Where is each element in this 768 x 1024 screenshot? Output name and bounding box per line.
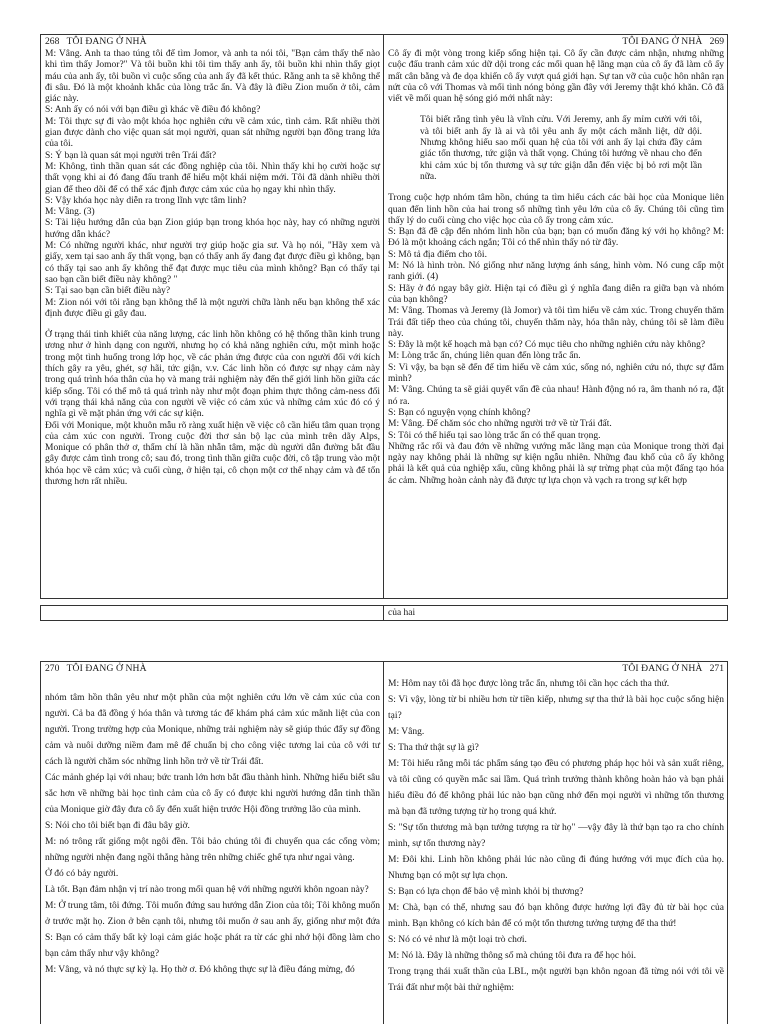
strip-left <box>41 606 384 620</box>
block-quote: Tôi biết rằng tình yêu là vĩnh cửu. Với Jeremy, anh ấy mỉm cười với tôi, và tôi biết anh ấy là ai và tôi yêu anh ấy một cách mãnh liệt, dữ dội. Nhưng không hiểu sao mối quan hệ của tôi với anh ấy lại chứa đầy cảm giác tổn thương, tức giận và thất vọng. Chúng tôi hướng về nhau cho đến khi cảm xúc bị tổn thương và sự tức giận dẫn đến việc bị bỏ rơi một lần nữa. <box>420 115 702 182</box>
body-paragraph: M: Vâng, và nó thực sự kỳ lạ. Họ thờ ơ. Đó không thực sự là điều đáng mừng, đó <box>45 965 355 975</box>
body-paragraph: nhóm tâm hồn thân yêu như một phần của một nghiên cứu lớn về cảm xúc của con người. Cả ba đã đồng ý hóa thân và tương tác để khám phá cảm xúc mãnh liệt của con người. Trong trường hợp của Monique, những trải nghiệm này sẽ giúp thúc đẩy sự đồng cảm và nuôi dưỡng niềm đam mê để chuẩn bị cho công việc tương lai của cô với tư cách là người chăm sóc những linh hồn trở về từ Trái đất. <box>45 693 380 767</box>
strip-right: của hai <box>388 608 416 618</box>
body-paragraph: M: Đôi khi. Linh hồn không phải lúc nào cũng đi đúng hướng với mục đích của họ. Nhưng bạn có một sự lựa chọn. <box>388 855 724 881</box>
body-paragraph: S: Bạn đã đề cập đến nhóm linh hồn của bạn; bạn có muốn đăng ký với họ không? M: Đó là một khoảng cách ngắn; Tôi có thể nhìn thấy nó từ đây. <box>388 227 724 249</box>
body-paragraph: S: Vì vậy, ba bạn sẽ đến để tìm hiểu về cảm xúc, sống nó, nghiên cứu nó, thực sự đắm mình? <box>388 362 724 385</box>
body-paragraph: M: Zion nói với tôi rằng bạn không thể là một người chữa lành nếu bạn không thể xác định được điều gì gây đau. <box>45 297 380 319</box>
paragraph-gap <box>45 320 380 330</box>
running-header <box>388 35 724 49</box>
body-paragraph: Trong trạng thái xuất thần của LBL, một người bạn khôn ngoan đã từng nói với tôi về Trái đất như một bài thử nghiệm: <box>388 967 724 993</box>
page-268 <box>41 35 384 598</box>
body-paragraph: Ở đó có bảy người. <box>45 869 119 879</box>
book-spread-bottom <box>40 661 728 1024</box>
body-paragraph: S: Nó có vẻ như là một loại trò chơi. <box>388 935 527 945</box>
body-paragraph: M: Hôm nay tôi đã học được lòng trắc ẩn, nhưng tôi cần học cách tha thứ. <box>388 679 670 689</box>
paragraph-gap <box>388 105 724 115</box>
continuation-strip <box>40 605 728 621</box>
body-paragraph: M: Nó là hình tròn. Nó giống như năng lượng ánh sáng, hình vòm. Nó cung cấp một ranh giới. (4) <box>388 261 724 283</box>
running-header <box>45 662 380 676</box>
running-header-left <box>45 35 147 49</box>
page-271 <box>384 662 727 1024</box>
running-header-left <box>45 662 147 676</box>
page-body <box>45 676 380 978</box>
body-paragraph: Trong cuộc hợp nhóm tâm hồn, chúng ta tìm hiểu cách các bài học của Monique liên quan đến linh hồn của hai trong số những tình yêu lớn của cô ấy. Chúng tôi cũng tìm thấy lý do cuối cùng cho việc học của cô ấy trong cảm xúc. <box>388 193 724 226</box>
header-title: TÔI ĐANG Ở NHÀ <box>622 36 703 47</box>
body-paragraph: S: Ý bạn là quan sát mọi người trên Trái đất? <box>45 150 217 161</box>
book-spread-top <box>40 34 728 599</box>
paragraph-gap <box>388 183 724 193</box>
body-paragraph: M: Vâng. Thomas và Jeremy (là Jomor) và tôi tìm hiểu về cảm xúc. Trong chuyến thăm Trái đất tiếp theo của chúng tôi, chuyến thăm này, hóa thân này, chúng tôi sẽ làm điều này. <box>388 306 724 339</box>
body-paragraph: M: Nó là. Đây là những thông số mà chúng tôi đưa ra để học hỏi. <box>388 951 637 961</box>
body-paragraph: M: Vâng. Anh ta thao túng tôi để tìm Jomor, và anh ta nói tôi, "Bạn cảm thấy thế nào khi tìm thấy Jomor?" Và tôi buồn khi tôi tìm thấy anh ấy, tôi buồn khi nhìn thấy giọt máu của anh ấy, tôi buồn vì cuộc sống của anh ấy đã kết thúc. Rằng anh ta sẽ không thể đi sâu. Đó là một khoảnh khắc của lòng trắc ẩn. Và đây là điều Zion muốn ở tôi, cảm giác này. <box>45 49 380 105</box>
body-paragraph: M: Vâng. Chúng ta sẽ giải quyết vấn đề của nhau! Hành động nó ra, âm thanh nó ra, đặt nó ra. <box>388 385 724 407</box>
body-paragraph: S: Hãy ở đó ngay bây giờ. Hiện tại có điều gì ý nghĩa đang diễn ra giữa bạn và nhóm của bạn không? <box>388 283 724 305</box>
body-paragraph: S: Bạn có nguyện vọng chính không? <box>388 407 531 418</box>
body-paragraph: M: Không, tình thần quan sát các đồng nghiệp của tôi. Nhìn thấy khi họ cười hoặc sự thất vọng khi ai đó đang đấu tranh để hiểu một khái niệm mới. Tôi đã dành nhiều thời gian để theo dõi để có thể xác định được cảm xúc của họ ngay khi nhìn thấy. <box>45 161 380 195</box>
header-title: TÔI ĐANG Ở NHÀ <box>66 36 147 47</box>
body-paragraph: M: Lòng trắc ẩn, chúng liên quan đến lòng trắc ẩn. <box>388 351 581 362</box>
body-paragraph: M: Vâng. Để chăm sóc cho những người trở về từ Trái đất. <box>388 419 612 430</box>
page-number: 268 <box>45 36 60 47</box>
running-header-right <box>622 35 724 49</box>
running-header <box>388 662 724 676</box>
body-paragraph: M: Có những người khác, như người trợ giúp hoặc gia sư. Và họ nói, "Hãy xem và giấy, xem tại sao anh ấy thất vọng, bạn có thấy anh ấy đang đạt được điều gì không, bạn có thấy tại sao anh ấy không thể đạt được mục tiêu của mình không? Bạn có thấy tại sao bạn cần biết điều này không? " <box>45 241 380 285</box>
body-paragraph: Cô ấy đi một vòng trong kiếp sống hiện tại. Cô ấy cần được cảm nhận, nhưng những cuộc đấu tranh cảm xúc dữ dội trong các mối quan hệ lãng mạn của cô ấy đã làm cô ấy mất cân bằng và đe dọa khiến cô ấy vượt quá giới hạn. Sự tan vỡ của cuộc hôn nhân rạn nứt của cô với Thomas và mối tình nóng bỏng gần đây với Jeremy thật khó khăn. Cô đã viết về mối quan hệ sóng gió mới nhất này: <box>388 49 724 105</box>
body-paragraph: Những rắc rối và đau đớn về những vướng mắc lãng mạn của Monique trong thời đại ngày nay không phải là những sự kiện ngẫu nhiên. Những đau khổ của cô ấy không phải là kết quả của nghiệp xấu, cũng không phải là sự trừng phạt của một đấng tạo hóa ác cảm. Những hoàn cảnh này đã được tự lựa chọn và vạch ra trong sự kết hợp <box>388 441 724 486</box>
page-body <box>388 49 724 487</box>
page-269 <box>384 35 727 598</box>
running-header <box>45 35 380 49</box>
body-paragraph: S: Bạn có lựa chọn để bảo vệ mình khỏi bị thương? <box>388 887 584 897</box>
body-paragraph: Ở trạng thái tinh khiết của năng lượng, các linh hồn không có hệ thống thần kinh trung ương như ở hình dạng con người, nhưng họ có khả năng nghiên cứu, một mình hoặc trong một tình huống trong lớp học, về các phản ứng được của con người đối với kích thích gây ra yêu, ghét, sợ hãi, tức giận, v.v. Các linh hồn có được sự nhạy cảm này trong quá trình hóa thân của họ và mang trải nghiệm này đến thế giới linh hồn giữa các kiếp sống. Tôi có thể mô tả quá trình này như một đoạn phim thực thông cảm-ness đối với trạng thái khả năng của con người về việc có cảm xúc và những cảm xúc đó có ý nghĩa gì về mặt phản ứng với các sự kiện. <box>45 330 380 420</box>
body-paragraph: Đối với Monique, một khuôn mẫu rõ ràng xuất hiện về việc cô cần hiểu tâm quan trọng của cảm xúc con người. Trong cuộc đời thơ sản bộ lạc của mình trên dãy Alps, Monique có phân thở ơ, thẩm chí là hần nhẫn tâm, mặc dù người dẫn đường bắt đầu gây được cảm tình trong cô; sau đó, trong tình thần giữa cuộc đời, cô tập trung vào một khóa học về cảm xúc; và cuối cùng, ở hiện tại, cô chọn một cơ thể nhạy cảm và để tổn thương hơn rất nhiều. <box>45 420 380 487</box>
body-paragraph: M: Tôi thực sự đi vào một khóa học nghiên cứu về cảm xúc, tình cảm. Rất nhiều thời gian được dành cho việc quan sát mọi người, quan sát những người bạn đồng trang lứa của tôi. <box>45 116 380 150</box>
running-header-right <box>622 662 724 676</box>
body-paragraph: S: Tha thứ thật sự là gì? <box>388 743 479 753</box>
body-paragraph: Là tốt. Bạn đảm nhận vị trí nào trong mối quan hệ với những người khôn ngoan này? <box>45 885 369 895</box>
body-paragraph: M: Ở trung tâm, tôi đứng. Tôi muốn đứng sau hướng dẫn Zion của tôi; Tôi không muốn ở trước mặt họ. Zion ở bên cạnh tôi, nhưng tôi muốn ở sau anh ấy, giống như một đứa S: Bạn có cảm thấy bất kỳ loại cảm giác hoặc phát ra từ các ghi nhớ hội đồng làm cho bạn cảm thấy như vậy không? <box>45 901 380 959</box>
header-title: TÔI ĐANG Ở NHÀ <box>622 663 703 674</box>
body-paragraph: M: Chà, bạn có thể, nhưng sau đó bạn không được hưởng lợi đầy đủ từ bài học của mình. Bạn không có kích bản để có một tổn thương tưởng tượng để tha thứ! <box>388 903 724 929</box>
body-paragraph: S: Tại sao bạn cần biết điều này? <box>45 286 171 297</box>
page-body <box>388 676 724 996</box>
page-270 <box>41 662 384 1024</box>
body-paragraph: S: Tài liệu hướng dẫn của bạn Zion giúp bạn trong khóa học này, hay có những người hướng dẫn khác? <box>45 218 380 240</box>
page-number: 269 <box>709 36 724 47</box>
body-paragraph: M: Vâng. <box>388 727 425 737</box>
body-paragraph: S: Đây là một kế hoạch mà bạn có? Có mục tiêu cho những nghiên cứu này không? <box>388 340 706 351</box>
body-paragraph: S: Vì vậy, lòng từ bi nhiều hơn từ tiền kiếp, nhưng sự tha thứ là bài học cuộc sống hiện tại? <box>388 695 724 721</box>
body-paragraph: S: Nói cho tôi biết bạn đi đâu bây giờ. <box>45 821 190 831</box>
body-paragraph: S: Anh ấy có nói với bạn điều gì khác về điều đó không? <box>45 105 261 116</box>
body-paragraph: M: Vâng. (3) <box>45 207 95 218</box>
body-paragraph: S: Mô tả địa điểm cho tôi. <box>388 249 487 260</box>
body-paragraph: M: Tôi hiểu rằng mỗi tác phẩm sáng tạo đều có phương pháp học hỏi và sản xuất riêng, và tôi cũng có quyền mắc sai lầm. Quá trình trưởng thành không hoàn hảo và bạn phải hiểu điều đó để không phải lúc nào bạn cũng nhớ đến mọi người vì những tổn thương mà bạn đã tưởng tượng từ họ trong quá khứ. <box>388 759 724 817</box>
page-number: 271 <box>709 663 724 674</box>
header-title: TÔI ĐANG Ở NHÀ <box>66 663 147 674</box>
page-body <box>45 49 380 488</box>
page-number: 270 <box>45 663 60 674</box>
body-paragraph: Các mảnh ghép lại với nhau; bức tranh lớn hơn bắt đầu thành hình. Những hiểu biết sâu sắc hơn về những bài học tình cảm của cô ấy có được khi người hướng dẫn tinh thần của Monique giờ đây đưa cô ấy đến xuất hiện trước Hội đồng trưởng lão của mình. <box>45 773 380 815</box>
body-paragraph: M: nó trông rất giống một ngôi đền. Tôi bảo chúng tôi đi chuyển qua các cổng vòm; những người nhện đang ngồi thẳng hàng trên những chiếc ghế tựa như ngai vàng. <box>45 837 380 863</box>
body-paragraph: S: Vậy khóa học này diễn ra trong lĩnh vực tâm linh? <box>45 195 247 206</box>
body-paragraph: S: "Sự tổn thương mà bạn tưởng tượng ra từ họ" —vậy đây là thứ bạn tạo ra cho chính mình, sự tổn thương này? <box>388 823 724 849</box>
body-paragraph: S: Tôi có thể hiểu tại sao lòng trắc ẩn có thể quan trọng. <box>388 430 601 441</box>
